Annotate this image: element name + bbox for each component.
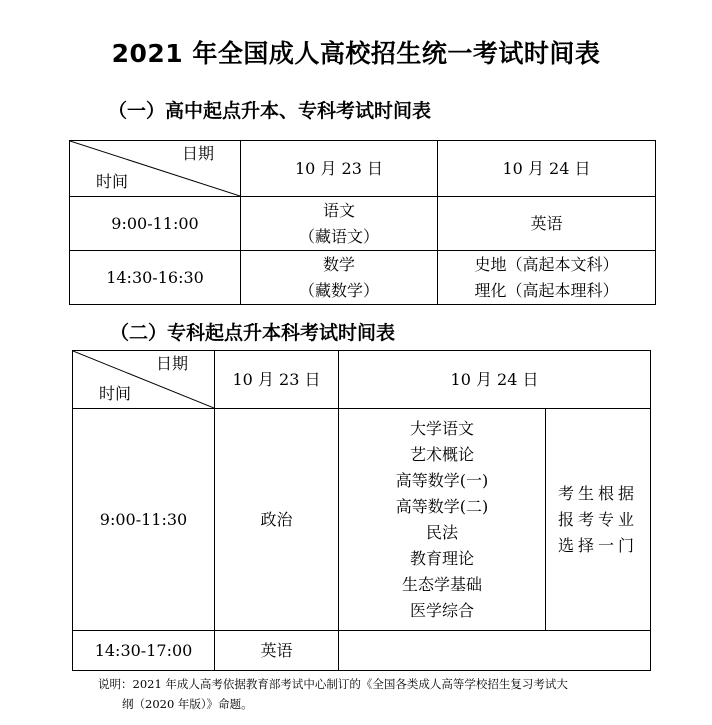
choice-note-line: 报考专业 xyxy=(558,509,639,529)
corner-header-cell xyxy=(70,141,241,197)
time-cell: 14:30-16:30 xyxy=(70,251,241,305)
footnote-line: 纲（2020 年版）》命题。 xyxy=(122,697,253,711)
choice-note-cell xyxy=(546,409,651,631)
subject-name: 民法 xyxy=(425,522,458,542)
footnote xyxy=(98,674,658,714)
empty-cell xyxy=(339,631,651,671)
time-cell: 9:00-11:00 xyxy=(70,197,241,251)
choice-note-line: 选择一门 xyxy=(558,535,639,555)
date-header-2: 10 月 24 日 xyxy=(438,141,656,197)
corner-date-label: 日期 xyxy=(181,144,214,163)
subject-name: 高等数学(二) xyxy=(395,496,489,516)
subject-name: 教育理论 xyxy=(409,548,474,568)
subject-name: 语文 xyxy=(322,200,355,220)
subject-name: 医学综合 xyxy=(409,600,474,620)
corner-time-label: 时间 xyxy=(96,172,129,191)
corner-date-label: 日期 xyxy=(155,354,188,373)
subject-name: 生态学基础 xyxy=(401,574,482,594)
subject-name: 大学语文 xyxy=(409,418,474,438)
time-cell: 14:30-17:00 xyxy=(73,631,215,671)
schedule-table-1 xyxy=(69,140,656,305)
subject-name: （藏语文） xyxy=(298,226,379,246)
subject-name: 英语 xyxy=(530,213,563,233)
time-cell: 9:00-11:30 xyxy=(73,409,215,631)
subject-cell: 政治 xyxy=(215,409,339,631)
subject-cell xyxy=(438,251,656,305)
section-2-heading: （二）专科起点升本科考试时间表 xyxy=(110,322,396,344)
schedule-table-2 xyxy=(72,350,651,671)
subject-cell xyxy=(438,197,656,251)
corner-time-label: 时间 xyxy=(99,384,132,403)
subject-name: 数学 xyxy=(322,254,355,274)
footnote-line: 说明：2021 年成人高考依据教育部考试中心制订的《全国各类成人高等学校招生复习考试大 xyxy=(98,677,568,691)
subject-name: 史地（高起本文科） xyxy=(474,254,619,274)
choice-note-line: 考生根据 xyxy=(558,483,639,503)
diagonal-line xyxy=(73,351,214,408)
subject-cell: 英语 xyxy=(215,631,339,671)
subject-cell xyxy=(241,251,438,305)
subject-name: 高等数学(一) xyxy=(395,470,489,490)
section-1-heading: （一）高中起点升本、专科考试时间表 xyxy=(108,100,432,122)
date-header-1: 10 月 23 日 xyxy=(215,351,339,409)
date-header-2: 10 月 24 日 xyxy=(339,351,651,409)
subject-name: 艺术概论 xyxy=(409,444,474,464)
date-header-1: 10 月 23 日 xyxy=(241,141,438,197)
subject-list-cell xyxy=(339,409,546,631)
page-title: 2021 年全国成人高校招生统一考试时间表 xyxy=(111,39,601,68)
subject-cell xyxy=(241,197,438,251)
subject-name: 理化（高起本理科） xyxy=(474,280,619,300)
corner-header-cell xyxy=(73,351,215,409)
subject-name: （藏数学） xyxy=(298,280,379,300)
